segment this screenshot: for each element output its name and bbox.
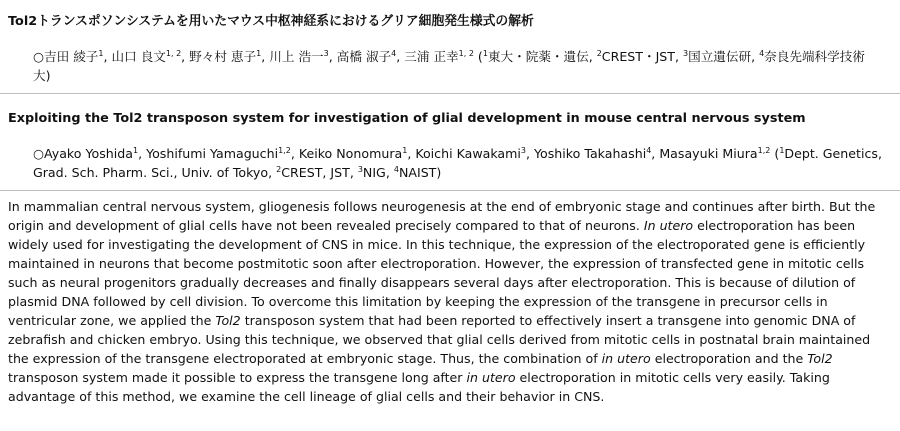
affiliation-name: CREST・JST (601, 49, 675, 64)
affiliation-sup: 2 (276, 165, 282, 174)
author-affiliation-sup: 1,2 (278, 146, 291, 155)
en-title-block (0, 94, 900, 128)
author-name: 野々村 恵子 (189, 49, 257, 64)
jp-authors-block (0, 31, 900, 85)
author-name: Yoshifumi Yamaguchi (146, 146, 279, 161)
affiliation-name: 東大・院薬・遺伝 (487, 49, 589, 64)
affiliation-sup: 4 (393, 165, 399, 174)
affiliation-sup: 3 (683, 49, 689, 58)
jp-title: Tol2トランスポソンシステムを用いたマウス中枢神経系におけるグリア細胞発生様式の解析 (8, 14, 534, 29)
affiliation-name: NAIST (398, 165, 437, 180)
author-name: Keiko Nonomura (298, 146, 403, 161)
affiliation-sup: 3 (357, 165, 363, 174)
abstract-text (8, 197, 892, 406)
abstract-block (0, 191, 900, 406)
abstract-sentence: transposon system that had been reported to effectively insert a transgene into genomic DNA of zebrafish and chicken embryo. Using this technique, we observed that glial cells derived from mitotic cells in postnatal brain maintained the expression of the transgene electroporated at embryonic stage. Thus, the combination of (8, 313, 871, 366)
abstract-sentence: electroporation in mitotic cells very easily. Taking advantage of this method, we examine the cell lineage of glial cells and their behavior in CNS. (8, 370, 830, 404)
affiliation-sup: 4 (759, 49, 765, 58)
affiliation-name: 奈良先端科学技術大 (33, 49, 865, 83)
affiliation-sup: 2 (596, 49, 602, 58)
author-affiliation-sup: 1 (402, 146, 408, 155)
author-affiliation-sup: 4 (646, 146, 652, 155)
author-name: Yoshiko Takahashi (534, 146, 647, 161)
author-affiliation-sup: 1, 2 (458, 49, 474, 58)
abstract-italic-term: In utero (643, 218, 694, 233)
author-name: 三浦 正幸 (404, 49, 459, 64)
affiliation-name: CREST, JST (281, 165, 350, 180)
abstract-sentence: transposon system made it possible to express the transgene long after (8, 370, 467, 385)
author-affiliation-sup: 1,2 (757, 146, 771, 155)
affiliation-sup: 1 (779, 146, 785, 155)
author-affiliation-sup: 1 (98, 49, 104, 58)
author-name: Koichi Kawakami (415, 146, 521, 161)
en-title: Exploiting the Tol2 transposon system for investigation of glial development in mouse central nervous system (8, 111, 806, 126)
en-authors-block (0, 128, 900, 182)
abstract-sentence: electroporation has been widely used for investigating the development of CNS in mice. In this technique, the expression of the electroporated gene is efficiently maintained in neurons that become postmitotic soon after electroporation. However, the expression of transfected gene in mitotic cells such as neural progenitors gradually decreases and finally disappears several days after electroporation. This is because of dilution of plasmid DNA followed by cell division. To overcome this limitation by keeping the expression of the transgene in precursor cells in ventricular zone, we applied the (8, 218, 866, 328)
jp-author-list: ○吉田 綾子$^1$, 山口 良文$^{1, 2}$, 野々村 恵子$^1$, 川上 浩一$^3$, 高橋 淑子$^4$, 三浦 正幸$^{1, 2}$ ($^1$東大・院薬・遺伝, $^2$CREST・JST, $^3$国立遺伝研, $^4$奈良先端科学技術大) (33, 49, 865, 83)
affiliation-name: NIG (362, 165, 386, 180)
author-affiliation-sup: 3 (520, 146, 526, 155)
author-name: Masayuki Miura (659, 146, 758, 161)
author-name: 川上 浩一 (269, 49, 324, 64)
author-name: Ayako Yoshida (44, 146, 133, 161)
abstract-sentence: In mammalian central nervous system, gliogenesis follows neurogenesis at the end of embryonic stage and continues after birth. But the origin and development of glial cells have not been revealed precisely compared to that of neurons. (8, 199, 876, 233)
author-affiliation-sup: 1 (256, 49, 262, 58)
abstract-sentence: electroporation and the (650, 351, 808, 366)
abstract-italic-term: Tol2 (215, 313, 241, 328)
author-affiliation-sup: 1, 2 (165, 49, 182, 58)
affiliation-name: Dept. Genetics, Grad. Sch. Pharm. Sci., Univ. of Tokyo (33, 146, 882, 180)
author-affiliation-sup: 3 (323, 49, 329, 58)
affiliation-sup: 1 (482, 49, 488, 58)
abstract-italic-term: Tol2 (807, 351, 833, 366)
abstract-italic-term: in utero (466, 370, 516, 385)
abstract-italic-term: in utero (601, 351, 651, 366)
presenter-mark: ○ (33, 49, 44, 64)
author-name: 山口 良文 (111, 49, 166, 64)
en-author-list: ○Ayako Yoshida$^1$, Yoshifumi Yamaguchi$^{1,2}$, Keiko Nonomura$^1$, Koichi Kawakami$^3$, Yoshiko Takahashi$^4$, Masayuki Miura$^{1,2}$ ($^1$Dept. Genetics, Grad. Sch. Pharm. Sci., Univ. of Tokyo, $^2$CREST, JST, $^3$NIG, $^4$NAIST) (33, 146, 882, 180)
author-affiliation-sup: 1 (132, 146, 139, 155)
author-affiliation-sup: 4 (391, 49, 397, 58)
affiliation-name: 国立遺伝研 (688, 49, 752, 64)
author-name: 高橋 淑子 (336, 49, 392, 64)
author-name: 吉田 綾子 (44, 49, 99, 64)
jp-title-block (0, 0, 900, 31)
presenter-mark: ○ (33, 146, 44, 161)
